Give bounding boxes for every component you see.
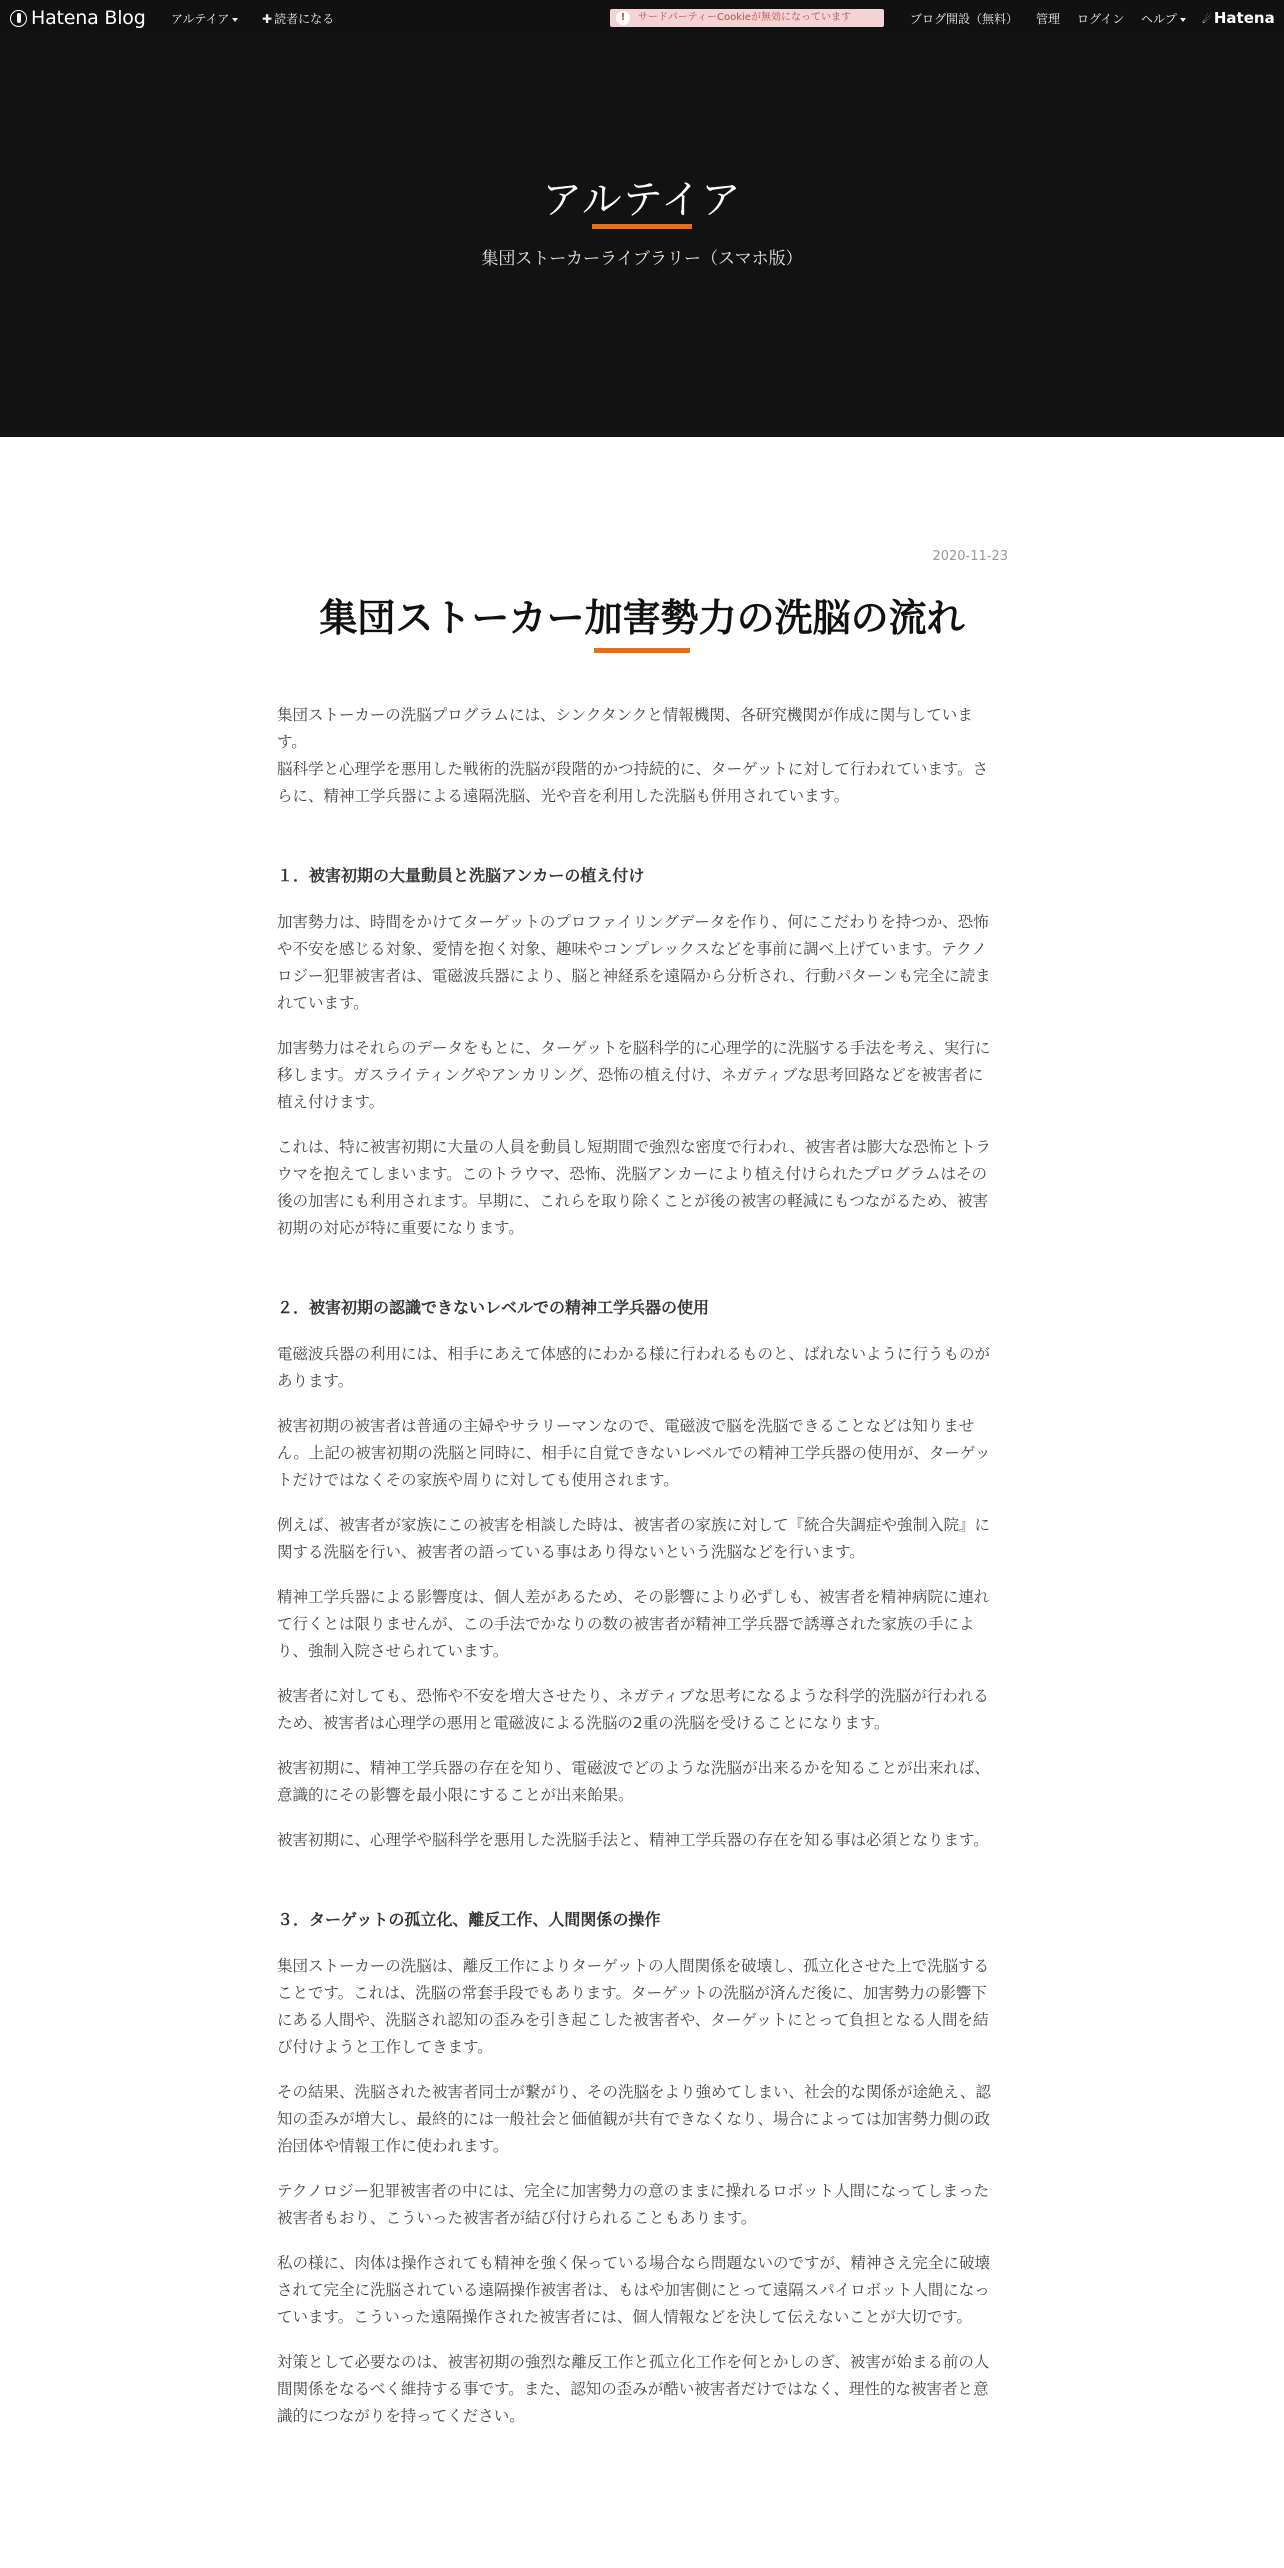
subscribe-label: 読者になる bbox=[274, 12, 335, 26]
intro-paragraph: 集団ストーカーの洗脳プログラムには、シンクタンクと情報機関、各研究機関が作成に関与しています。 脳科学と心理学を悪用した戦術的洗脳が段階的かつ持続的に、ターゲットに対して行われています。さらに、精神工学兵器による遠隔洗脳、光や音を利用した洗脳も併用されています。 bbox=[277, 706, 989, 805]
help-label: ヘルプ bbox=[1141, 12, 1178, 26]
paragraph: 被害初期に、精神工学兵器の存在を知り、電磁波でどのような洗脳が出来るかを知ることが出来れば、意識的にその影響を最小限にすることが出来飴果。 bbox=[277, 1759, 991, 1804]
blog-header bbox=[0, 36, 1284, 437]
paragraph: 私の様に、肉体は操作されても精神を強く保っている場合なら問題ないのですが、精神さえ完全に破壊されて完全に洗脳されている遠隔操作被害者は、もはや加害側にとって遠隔スパイロボット人間になっています。こういった遠隔操作された被害者には、個人情報などを決して伝えないことが大切です。 bbox=[277, 2254, 991, 2326]
login-link[interactable]: ログイン bbox=[1077, 12, 1125, 26]
help-dropdown[interactable] bbox=[1141, 10, 1186, 27]
logo-text: Hatena Blog bbox=[31, 7, 146, 29]
section-heading: ２．被害初期の認識できないレベルでの精神工学兵器の使用 bbox=[277, 1298, 710, 1317]
paragraph: 被害初期の被害者は普通の主婦やサラリーマンなので、電磁波で脳を洗脳できることなどは知りません。上記の被害初期の洗脳と同時に、相手に自覚できないレベルでの精神工学兵器の使用が、ターゲットだけではなくその家族や周りに対しても使用されます。 bbox=[277, 1417, 991, 1489]
paragraph: 対策として必要なのは、被害初期の強烈な離反工作と孤立化工作を何とかしのぎ、被害が始まる前の人間関係をなるべく維持する事です。また、認知の歪みが酷い被害者だけではなく、理性的な被害者と意識的につながりを持ってください。 bbox=[277, 2353, 990, 2425]
plus-icon: ✚ bbox=[262, 12, 273, 26]
paragraph: 加害勢力は、時間をかけてターゲットのプロファイリングデータを作り、何にこだわりを持つか、恐怖や不安を感じる対象、愛情を抱く対象、趣味やコンプレックスなどを事前に調べ上げています。テクノロジー犯罪被害者は、電磁波兵器により、脳と神経系を遠隔から分析され、行動パターンも完全に読まれています。 bbox=[277, 913, 991, 1012]
paragraph: これは、特に被害初期に大量の人員を動員し短期間で強烈な密度で行われ、被害者は膨大な恐怖とトラウマを抱えてしまいます。このトラウマ、恐怖、洗脳アンカーにより植え付けられたプログラムはその後の加害にも利用されます。早期に、これらを取り除くことが後の被害の軽減にもつながるため、被害初期の対応が特に重要になります。 bbox=[277, 1138, 991, 1237]
paragraph: 精神工学兵器による影響度は、個人差があるため、その影響により必ずしも、被害者を精神病院に連れて行くとは限りませんが、この手法でかなりの数の被害者が精神工学兵器で誘導された家族の手により、強制入院させられています。 bbox=[277, 1588, 990, 1660]
hatena-blog-logo[interactable] bbox=[10, 7, 146, 29]
cookie-notice-text: サードパーティーCookieが無効になっています bbox=[638, 12, 851, 23]
cookie-notice[interactable] bbox=[610, 9, 884, 27]
entry-title-accent-bar bbox=[594, 648, 690, 653]
section-heading: １．被害初期の大量動員と洗脳アンカーの植え付け bbox=[277, 866, 645, 885]
hatena-logo-icon bbox=[10, 10, 27, 27]
paragraph: 被害初期に、心理学や脳科学を悪用した洗脳手法と、精神工学兵器の存在を知る事は必須となります。 bbox=[277, 1831, 989, 1849]
blog-menu-label: アルテイア bbox=[171, 12, 230, 26]
hatena-brand-link[interactable] bbox=[1202, 9, 1275, 27]
subscribe-button[interactable] bbox=[262, 10, 334, 27]
blog-subtitle: 集団ストーカーライブラリー（スマホ版） bbox=[481, 249, 803, 269]
title-accent-bar bbox=[592, 224, 692, 229]
info-icon: ! bbox=[616, 11, 630, 25]
blog-menu-dropdown[interactable] bbox=[171, 10, 238, 27]
paragraph: 例えば、被害者が家族にこの被害を相談した時は、被害者の家族に対して『統合失調症や強制入院』に関する洗脳を行い、被害者の語っている事はあり得ないという洗脳などを行います。 bbox=[277, 1516, 991, 1561]
paragraph: 被害者に対しても、恐怖や不安を増大させたり、ネガティブな思考になるような科学的洗脳が行われるため、被害者は心理学の悪用と電磁波による洗脳の2重の洗脳を受けることになります。 bbox=[277, 1687, 989, 1732]
hatena-brand-label: Hatena bbox=[1213, 9, 1275, 27]
global-header bbox=[0, 0, 1284, 36]
entry-content bbox=[277, 702, 995, 2448]
blog-title[interactable]: アルテイア bbox=[542, 177, 742, 223]
paragraph: 集団ストーカーの洗脳は、離反工作によりターゲットの人間関係を破壊し、孤立化させた上で洗脳することです。これは、洗脳の常套手段でもあります。ターゲットの洗脳が済んだ後に、加害勢力の影響下にある人間や、洗脳され認知の歪みを引き起こした被害者や、ターゲットにとって負担となる人間を結び付けようと工作してきます。 bbox=[277, 1957, 990, 2056]
paragraph: 電磁波兵器の利用には、相手にあえて体感的にわかる様に行われるものと、ばれないように行うものがあります。 bbox=[277, 1345, 991, 1390]
entry-date[interactable]: 2020-11-23 bbox=[932, 549, 1008, 564]
entry-title[interactable]: 集団ストーカー加害勢力の洗脳の流れ bbox=[319, 596, 965, 640]
chevron-down-icon bbox=[1180, 18, 1186, 22]
chevron-down-icon bbox=[232, 18, 238, 22]
section-heading: ３．ターゲットの孤立化、離反工作、人間関係の操作 bbox=[277, 1910, 661, 1929]
create-blog-link[interactable]: ブログ開設（無料） bbox=[910, 12, 1019, 26]
hatena-hat-icon: ☄ bbox=[1202, 13, 1212, 26]
paragraph: テクノロジー犯罪被害者の中には、完全に加害勢力の意のままに操れるロボット人間になってしまった被害者もおり、こういった被害者が結び付けられることもあります。 bbox=[277, 2182, 990, 2227]
paragraph: 加害勢力はそれらのデータをもとに、ターゲットを脳科学的に心理学的に洗脳する手法を考え、実行に移します。ガスライティングやアンカリング、恐怖の植え付け、ネガティブな思考回路などを被害者に植え付けます。 bbox=[277, 1039, 991, 1111]
paragraph: その結果、洗脳された被害者同士が繋がり、その洗脳をより強めてしまい、社会的な関係が途絶え、認知の歪みが増大し、最終的には一般社会と価値観が共有できなくなり、場合によっては加害勢力側の政治団体や情報工作に使われます。 bbox=[277, 2083, 991, 2155]
admin-link[interactable]: 管理 bbox=[1036, 12, 1061, 26]
